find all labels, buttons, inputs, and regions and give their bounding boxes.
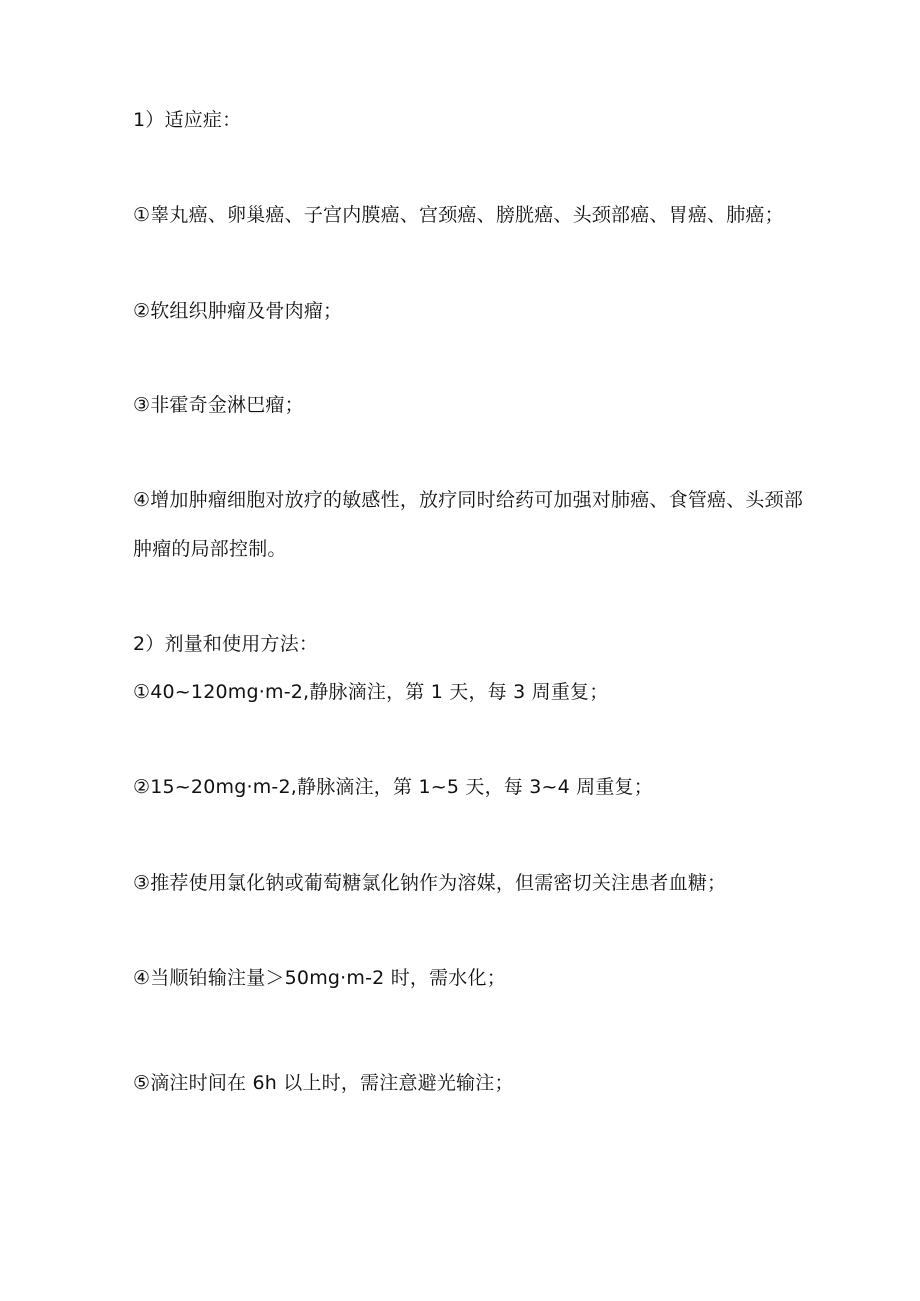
section-heading-dosage: 2）剂量和使用方法： [133, 633, 319, 655]
dosage-item-3: ③推荐使用氯化钠或葡萄糖氯化钠作为溶媒，但需密切关注患者血糖； [133, 872, 727, 894]
dosage-item-1: ①40~120mg·m-2,静脉滴注，第 1 天，每 3 周重复； [133, 681, 609, 703]
indication-item-2: ②软组织肿瘤及骨肉瘤； [133, 300, 343, 322]
indication-item-1: ①睾丸癌、卵巢癌、子宫内膜癌、宫颈癌、膀胱癌、头颈部癌、胃癌、肺癌； [133, 204, 784, 226]
dosage-item-2: ②15~20mg·m-2,静脉滴注，第 1~5 天，每 3~4 周重复； [133, 776, 653, 798]
dosage-item-4: ④当顺铂输注量＞50mg·m-2 时，需水化； [133, 967, 506, 989]
dosage-item-5: ⑤滴注时间在 6h 以上时，需注意避光输注； [133, 1072, 514, 1094]
indication-item-3: ③非霍奇金淋巴瘤； [133, 394, 304, 416]
indication-item-4-line-2: 肿瘤的局部控制。 [133, 538, 287, 560]
section-heading-indications: 1）适应症： [133, 109, 242, 131]
indication-item-4-line-1: ④增加肿瘤细胞对放疗的敏感性，放疗同时给药可加强对肺癌、食管癌、头颈部 [133, 489, 804, 511]
